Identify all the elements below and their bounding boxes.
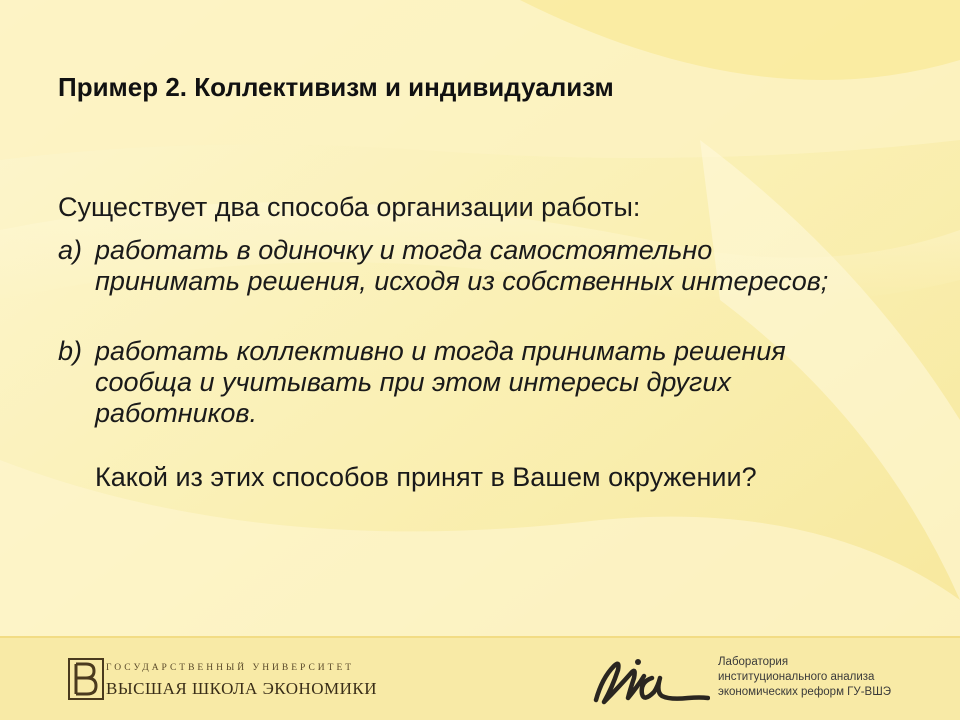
list-item-marker: a) (58, 235, 83, 265)
list-item-text: работать в одиночку и тогда самостоятельно принимать решения, исходя из собственных интересов; (95, 235, 829, 296)
lia-logo-icon (592, 648, 710, 710)
list-item-text: работать коллективно и тогда принимать решения сообща и учитывать при этом интересы других работников. (95, 336, 786, 428)
hse-name-line: ВЫСШАЯ ШКОЛА ЭКОНОМИКИ (106, 679, 378, 698)
intro-text: Существует два способа организации работы: (58, 192, 641, 222)
list-item-marker: b) (58, 336, 83, 366)
hse-university-line: ГОСУДАРСТВЕННЫЙ УНИВЕРСИТЕТ (106, 663, 355, 673)
lab-name (718, 655, 891, 700)
lab-name-line: Лаборатория (718, 656, 789, 668)
list-item (58, 336, 858, 429)
question-text: Какой из этих способов принят в Вашем окружении? (95, 462, 757, 492)
hse-logo-icon (68, 658, 104, 700)
slide-title: Пример 2. Коллективизм и индивидуализм (58, 72, 614, 102)
lab-name-line: институционального анализа (718, 671, 875, 683)
lab-name-line: экономических реформ ГУ-ВШЭ (718, 686, 892, 698)
list-item (58, 235, 858, 297)
